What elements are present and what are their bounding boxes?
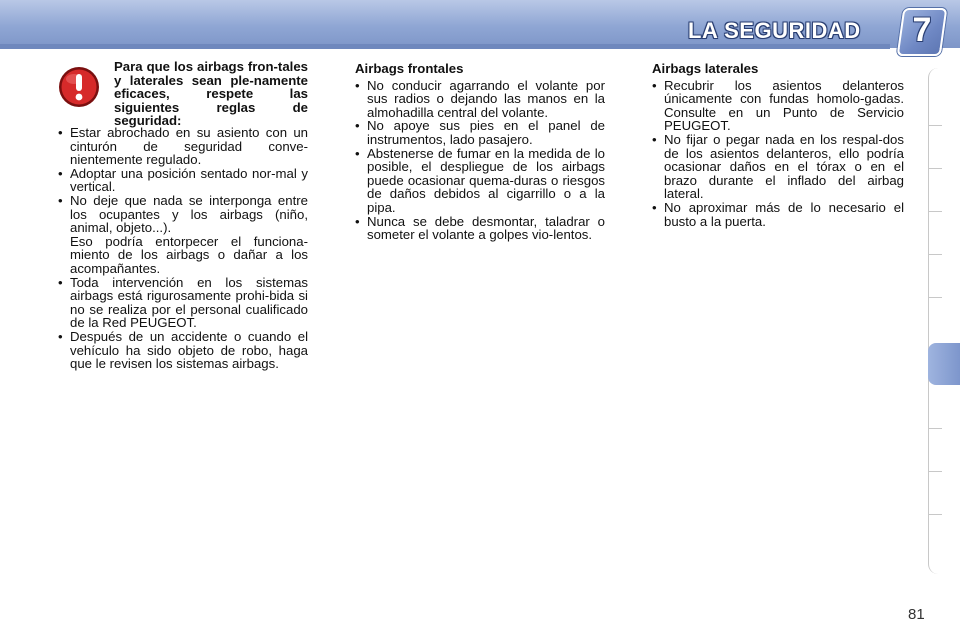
chapter-tab-strip	[928, 68, 951, 574]
section-heading: Airbags laterales	[652, 61, 759, 76]
column-side-airbags	[652, 62, 904, 228]
tab-divider	[928, 471, 942, 472]
list-item	[58, 194, 308, 276]
list-item: • No aproximar más de lo necesario el busto a la puerta.	[652, 201, 904, 228]
warning-exclamation-icon	[58, 66, 100, 108]
page-number: 81	[908, 606, 925, 623]
list-item: • Nunca se debe desmontar, taladrar o someter el volante a golpes vio-lentos.	[355, 215, 605, 242]
page-title: LA SEGURIDAD	[688, 18, 861, 43]
tab-divider	[928, 211, 942, 212]
list-item: • No apoye sus pies en el panel de instrumentos, lado pasajero.	[355, 119, 605, 146]
header-stripe	[0, 44, 890, 49]
warning-block	[58, 59, 308, 129]
list-item: • No conducir agarrando el volante por sus radios o dejando las manos en la almohadilla central del volante.	[355, 79, 605, 120]
tab-divider	[928, 297, 942, 298]
list-item-text: No deje que nada se interponga entre los ocupantes y los airbags (niño, animal, objeto...).	[70, 192, 308, 236]
warning-text: Para que los airbags fron-tales y laterales sean ple-namente eficaces, respete las siguientes reglas de seguridad:	[114, 59, 308, 129]
tab-divider	[928, 125, 942, 126]
tab-divider	[928, 254, 942, 255]
active-chapter-tab[interactable]	[928, 343, 960, 385]
tab-divider	[928, 428, 942, 429]
list-item: • Recubrir los asientos delanteros únicamente con fundas homolo-gadas. Consulte en un Punto de Servicio PEUGEOT.	[652, 79, 904, 133]
list-item: • Toda intervención en los sistemas airbags está rigurosamente prohi-bida si no se realiza por el personal cualificado de la Red PEUGEOT.	[58, 276, 308, 330]
list-item: • No fijar o pegar nada en los respal-dos de los asientos delanteros, ello podría ocasionar daños en el tórax o en el brazo durante el inflado del airbag lateral.	[652, 133, 904, 201]
list-item-note: Eso podría entorpecer el funciona-miento de los airbags o dañar a los acompañantes.	[70, 233, 308, 276]
list-item: • Adoptar una posición sentado nor-mal y vertical.	[58, 167, 308, 194]
general-rules-list	[58, 126, 308, 371]
frontal-airbags-list	[355, 79, 605, 242]
side-airbags-list	[652, 79, 904, 229]
list-item: • Abstenerse de fumar en la medida de lo posible, el despliegue de los airbags puede ocasionar quema-duras o riesgos de daños debidos al cigarrillo o a la pipa.	[355, 147, 605, 215]
chapter-number: 7	[912, 11, 932, 49]
section-heading: Airbags frontales	[355, 61, 464, 76]
list-item: • Después de un accidente o cuando el vehículo ha sido objeto de robo, haga que le revisen los sistemas airbags.	[58, 330, 308, 371]
tab-divider	[928, 168, 942, 169]
column-general-rules	[58, 60, 308, 371]
column-frontal-airbags	[355, 62, 605, 242]
tab-divider	[928, 514, 942, 515]
list-item: • Estar abrochado en su asiento con un cinturón de seguridad conve-nientemente regulado.	[58, 126, 308, 167]
